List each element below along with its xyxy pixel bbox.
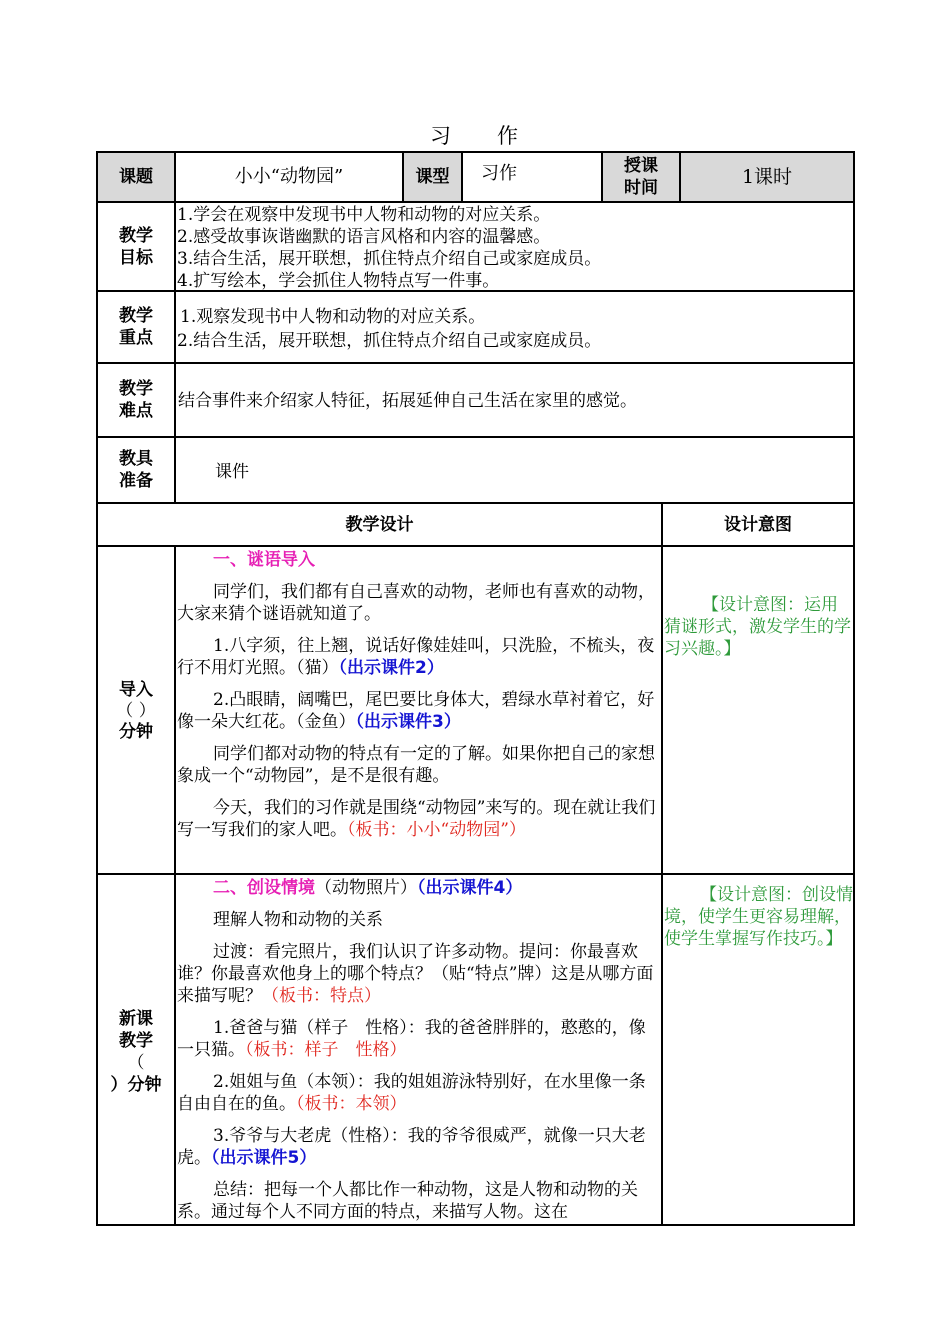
newlesson-content	[177, 877, 661, 1225]
goal-item: 2.感受故事诙谐幽默的语言风格和内容的温馨感。	[177, 227, 551, 247]
type-value: 习作	[481, 163, 517, 184]
keypoint-item: 2.结合生活，展开联想，抓住特点介绍自己或家庭成员。	[177, 331, 602, 351]
goal-item: 4.扩写绘本，学会抓住人物特点写一件事。	[177, 271, 500, 291]
intro-design-intent: 【设计意图：运用猜谜形式，激发学生的学习兴趣。】	[664, 595, 851, 659]
paragraph: 过渡：看完照片，我们认识了许多动物。提问：你最喜欢谁？你最喜欢他身上的哪个特点？（贴“特点”牌）这是从哪方面来描写呢？（板书：特点）	[177, 942, 654, 1006]
difficulty-text: 结合事件来介绍家人特征，拓展延伸自己生活在家里的感觉。	[178, 391, 637, 411]
newlesson-design-intent: 【设计意图：创设情境，使学生更容易理解，使学生掌握写作技巧。】	[664, 885, 853, 949]
intro-time-label: 导入 （ ） 分钟	[116, 680, 156, 742]
document-title: 习 作	[430, 124, 520, 148]
paragraph: 同学们都对动物的特点有一定的了解。如果你把自己的家想象成一个“动物园”，是不是很有趣。	[177, 744, 655, 786]
tools-text: 课件	[215, 462, 249, 482]
difficulty-label: 教学难点	[119, 379, 153, 421]
keypoints-list	[177, 305, 853, 360]
goal-item: 3.结合生活，展开联想，抓住特点介绍自己或家庭成员。	[177, 249, 602, 269]
paragraph: 今天，我们的习作就是围绕“动物园”来写的。现在就让我们写一写我们的家人吧。（板书：小小“动物园”）	[177, 798, 656, 840]
type-label: 课型	[404, 153, 461, 201]
tools-label: 教具准备	[119, 449, 153, 491]
newlesson-time-label: 新课 教学 （ ）分钟	[110, 1009, 162, 1095]
time-label: 授课时间	[603, 153, 679, 201]
intent-column-header: 设计意图	[724, 514, 792, 535]
intro-content	[177, 549, 661, 871]
paragraph: 总结：把每一个人都比作一种动物，这是人物和动物的关系。通过每个人不同方面的特点，来描写人物。这在	[177, 1180, 638, 1222]
topic-value: 小小“动物园”	[234, 166, 344, 187]
keypoint-item: 1.观察发现书中人物和动物的对应关系。	[180, 307, 486, 327]
goals-list	[177, 204, 853, 290]
goals-label: 教学目标	[119, 225, 153, 268]
keypoints-label: 教学重点	[119, 306, 153, 348]
topic-label: 课题	[98, 153, 174, 201]
paragraph: 2.姐姐与鱼（本领）：我的姐姐游泳特别好，在水里像一条自由自在的鱼。（板书：本领）	[177, 1072, 646, 1114]
paragraph: 同学们，我们都有自己喜欢的动物，老师也有喜欢的动物，大家来猜个谜语就知道了。	[177, 582, 655, 624]
paragraph: 理解人物和动物的关系	[213, 910, 383, 930]
riddle-1: 1.八字须，往上翘，说话好像娃娃叫，只洗脸，不梳头，夜行不用灯光照。（猫）（出示课件2）	[177, 636, 655, 678]
newlesson-heading: 二、创设情境（动物照片）（出示课件4）	[213, 878, 523, 898]
riddle-2: 2.凸眼睛，阔嘴巴，尾巴要比身体大，碧绿水草衬着它，好像一朵大红花。（金鱼）（出示课件3）	[177, 690, 655, 732]
goal-item: 1.学会在观察中发现书中人物和动物的对应关系。	[177, 205, 551, 225]
paragraph: 1.爸爸与猫（样子 性格）：我的爸爸胖胖的，憨憨的，像一只猫。（板书：样子 性格）	[177, 1018, 646, 1060]
intro-heading: 一、谜语导入	[213, 550, 315, 570]
paragraph: 3.爷爷与大老虎（性格）：我的爷爷很威严，就像一只大老虎。（出示课件5）	[177, 1126, 646, 1168]
hours-value: 1课时	[681, 153, 853, 201]
design-column-header: 教学设计	[345, 514, 414, 535]
